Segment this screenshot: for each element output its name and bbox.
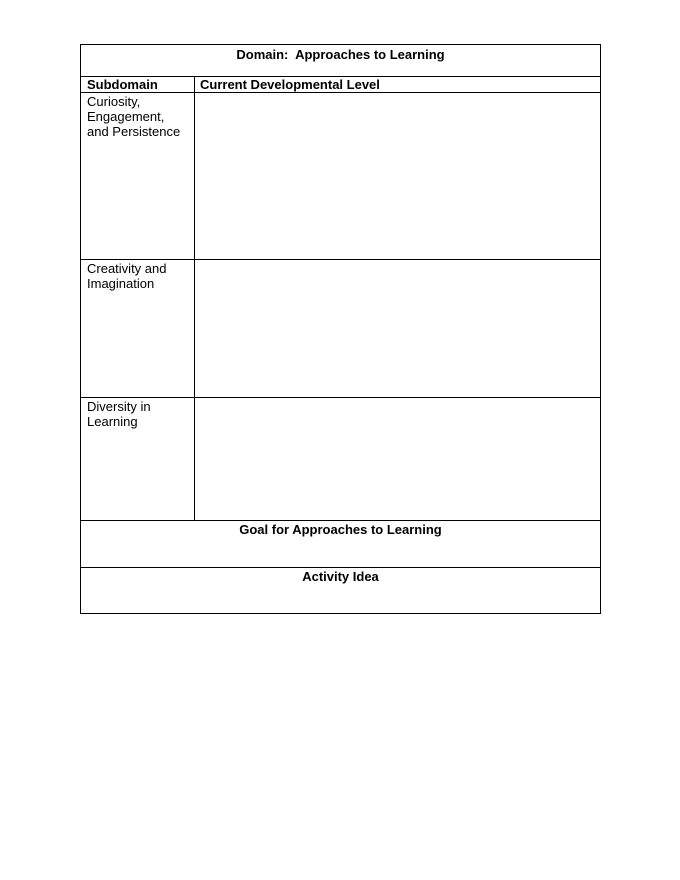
subdomain-cell — [81, 398, 195, 520]
subdomain-header: Subdomain — [81, 77, 195, 92]
table-header-row — [81, 77, 600, 93]
activity-idea-section[interactable] — [81, 568, 600, 613]
developmental-level-cell[interactable] — [195, 398, 600, 520]
table-row — [81, 260, 600, 398]
subdomain-label-line: Learning — [87, 414, 138, 429]
activity-idea-title: Activity Idea — [302, 569, 379, 584]
goal-title: Goal for Approaches to Learning — [239, 522, 442, 537]
subdomain-cell — [81, 260, 195, 397]
subdomain-label-line: Curiosity, — [87, 94, 141, 109]
developmental-level-cell[interactable] — [195, 93, 600, 259]
developmental-level-header: Current Developmental Level — [200, 77, 380, 92]
domain-title: Domain: Approaches to Learning — [81, 45, 600, 77]
approaches-to-learning-form — [80, 44, 601, 614]
subdomain-label-line: Diversity in — [87, 399, 151, 414]
subdomain-label-line: Engagement, — [87, 109, 165, 124]
developmental-level-cell[interactable] — [195, 260, 600, 397]
table-row — [81, 398, 600, 521]
goal-section[interactable] — [81, 521, 600, 568]
subdomain-label-line: and Persistence — [87, 124, 181, 139]
subdomain-label-line: Imagination — [87, 276, 155, 291]
subdomain-cell — [81, 93, 195, 259]
table-row — [81, 93, 600, 260]
subdomain-label-line: Creativity and — [87, 261, 167, 276]
